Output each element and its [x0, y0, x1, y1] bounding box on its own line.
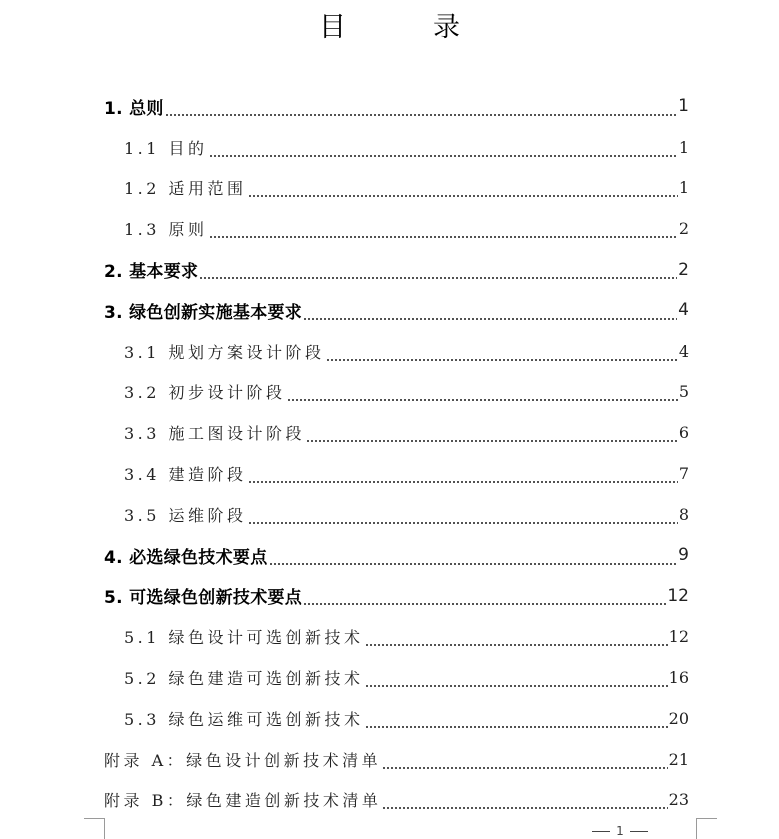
toc-entry[interactable] — [0, 331, 779, 372]
toc-entry[interactable] — [0, 535, 779, 576]
toc-entry[interactable] — [0, 168, 779, 209]
crop-mark-bottom-right — [696, 818, 717, 839]
toc-page-number: 1 — [678, 178, 689, 198]
toc-page-number: 1 — [678, 96, 689, 117]
toc-entry-text: 3.1 规划方案设计阶段 — [124, 342, 325, 362]
toc-dot-leader — [306, 440, 678, 442]
toc-page-number: 4 — [678, 341, 689, 361]
toc-entry-text: 3.3 施工图设计阶段 — [124, 424, 306, 444]
toc-page-number: 7 — [678, 464, 689, 484]
toc-page-number: 2 — [678, 259, 689, 280]
toc-dot-leader — [303, 603, 666, 605]
toc-entry-text: 附录 B：绿色建造创新技术清单 — [104, 791, 382, 811]
page-footer — [560, 824, 680, 838]
toc-dot-leader — [287, 399, 678, 401]
toc-page-number: 8 — [678, 504, 689, 524]
toc-entry[interactable] — [0, 657, 779, 698]
toc-page-number: 6 — [678, 423, 689, 443]
toc-entry-text: 1.1 目的 — [124, 138, 208, 158]
toc-entry-text: 1.2 适用范围 — [124, 179, 247, 199]
toc-entry[interactable] — [0, 208, 779, 249]
toc-page-number: 2 — [678, 219, 689, 239]
toc-dot-leader — [365, 726, 668, 728]
toc-dot-leader — [365, 685, 668, 687]
toc-entry-appendix[interactable] — [0, 780, 779, 821]
toc-entry-text: 1.3 原则 — [124, 220, 208, 240]
crop-mark-bottom-left — [84, 818, 105, 839]
toc-entry-text: 1. 总则 — [104, 98, 164, 119]
toc-entry[interactable] — [0, 576, 779, 617]
footer-dash — [592, 831, 610, 832]
toc-dot-leader — [248, 195, 678, 197]
toc-entry[interactable] — [0, 127, 779, 168]
toc-dot-leader — [365, 644, 668, 646]
toc-entry-text: 5.1 绿色设计可选创新技术 — [124, 628, 364, 648]
toc-entry[interactable] — [0, 372, 779, 413]
toc-entry[interactable] — [0, 249, 779, 290]
toc-dot-leader — [382, 807, 667, 809]
toc-entry-text: 5.3 绿色运维可选创新技术 — [124, 709, 364, 729]
toc-page-number: 12 — [668, 627, 689, 647]
toc-entry-text: 3.5 运维阶段 — [124, 505, 247, 525]
toc-entry-text: 3.2 初步设计阶段 — [124, 383, 286, 403]
toc-entry-text: 5. 可选绿色创新技术要点 — [104, 588, 303, 609]
toc-entry-text: 5.2 绿色建造可选创新技术 — [124, 669, 364, 689]
footer-page-number: 1 — [616, 824, 624, 838]
toc-dot-leader — [209, 236, 678, 238]
toc-entry[interactable] — [0, 290, 779, 331]
toc-entry[interactable] — [0, 86, 779, 127]
toc-list — [0, 86, 779, 820]
toc-entry-appendix[interactable] — [0, 739, 779, 780]
toc-entry-text: 3.4 建造阶段 — [124, 465, 247, 485]
toc-entry[interactable] — [0, 453, 779, 494]
toc-entry[interactable] — [0, 494, 779, 535]
toc-page-number: 9 — [678, 545, 689, 566]
toc-dot-leader — [269, 563, 678, 565]
footer-dash — [630, 831, 648, 832]
toc-page-number: 20 — [668, 708, 689, 728]
toc-entry-text: 附录 A：绿色设计创新技术清单 — [104, 750, 382, 770]
toc-dot-leader — [165, 114, 677, 116]
toc-dot-leader — [199, 277, 677, 279]
toc-entry[interactable] — [0, 698, 779, 739]
toc-entry-text: 2. 基本要求 — [104, 262, 199, 283]
toc-dot-leader — [326, 359, 678, 361]
toc-page-number: 21 — [668, 749, 689, 769]
toc-page-number: 23 — [668, 790, 689, 810]
toc-page-number: 12 — [667, 585, 689, 606]
toc-entry-text: 3. 绿色创新实施基本要求 — [104, 302, 303, 323]
toc-dot-leader — [248, 481, 678, 483]
toc-entry[interactable] — [0, 616, 779, 657]
toc-page-number: 5 — [678, 382, 689, 402]
toc-entry[interactable] — [0, 412, 779, 453]
toc-dot-leader — [248, 522, 678, 524]
toc-page-number: 1 — [678, 137, 689, 157]
toc-page-number: 16 — [668, 668, 689, 688]
toc-dot-leader — [382, 767, 667, 769]
toc-entry-text: 4. 必选绿色技术要点 — [104, 547, 268, 568]
toc-dot-leader — [303, 318, 677, 320]
toc-page-number: 4 — [678, 300, 689, 321]
toc-title: 目 录 — [319, 12, 490, 43]
toc-dot-leader — [209, 155, 678, 157]
